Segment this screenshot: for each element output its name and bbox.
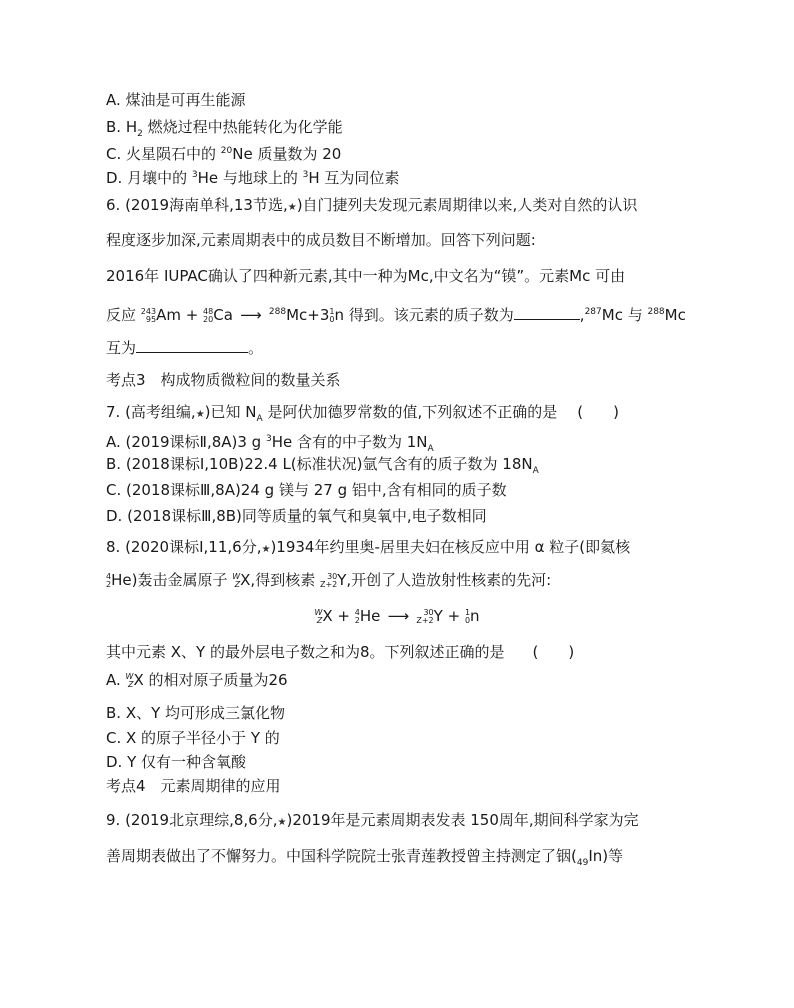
text: H 互为同位素 xyxy=(308,169,400,187)
text: A. xyxy=(106,671,126,689)
answer-paren[interactable]: ( ) xyxy=(532,643,575,661)
difficulty-mark-icon: ★ xyxy=(261,544,271,555)
superscript: 287 xyxy=(584,307,602,317)
q6-stem-line3: 2016年 IUPAC确认了四种新元素,其中一种为Mc,中文名为“镆”。元素Mc 可由 xyxy=(106,267,626,285)
text: 其中元素 X、Y 的最外层电子数之和为8。下列叙述正确的是 xyxy=(106,643,505,661)
q7-option-b xyxy=(106,454,539,481)
superscript: 288 xyxy=(268,307,287,317)
text: )1934年约里奥-居里夫妇在核反应中用 α 粒子(即氦核 xyxy=(270,538,631,556)
text: A. (2019课标Ⅱ,8A)3 g xyxy=(106,433,266,451)
subscript: A xyxy=(256,414,263,424)
atomic-number: Z xyxy=(316,615,323,625)
text: In)等 xyxy=(588,847,624,865)
text: He xyxy=(359,607,381,625)
text: 7. (高考组编, xyxy=(106,403,196,421)
text: X + xyxy=(322,607,355,625)
atomic-number: 0 xyxy=(329,314,335,324)
difficulty-mark-icon: ★ xyxy=(287,202,297,213)
mass-number: W xyxy=(232,571,241,581)
atomic-number: 0 xyxy=(464,615,471,625)
text: 善周期表做出了不懈努力。中国科学院院士张青莲教授曾主持测定了铟( xyxy=(106,847,577,865)
superscript: 3 xyxy=(265,434,272,444)
text: Mc+3 xyxy=(286,306,330,324)
text: He)轰击金属原子 xyxy=(111,571,233,589)
mass-number: W xyxy=(125,671,134,681)
mass-number: 4 xyxy=(106,571,112,581)
mass-number: W xyxy=(314,607,323,617)
text: Am + xyxy=(156,306,204,324)
text: B. (2018课标Ⅰ,10B)22.4 L(标准状况)氩气含有的质子数为 18N xyxy=(106,455,533,473)
subscript: A xyxy=(532,466,539,476)
q8-option-c: C. X 的原子半径小于 Y 的 xyxy=(106,729,280,747)
q6-stem-line5 xyxy=(106,338,263,358)
text: 是阿伏加德罗常数的值,下列叙述不正确的是 xyxy=(262,403,558,421)
text: Mc 与 xyxy=(601,306,648,324)
superscript: 288 xyxy=(647,307,665,317)
isotope-notation xyxy=(320,573,337,589)
q7-option-d: D. (2018课标Ⅲ,8B)同等质量的氧气和臭氧中,电子数相同 xyxy=(106,507,487,525)
text: )自门捷列夫发现元素周期律以来,人类对自然的认识 xyxy=(296,196,638,214)
mass-number: 1 xyxy=(329,306,335,316)
text: 9. (2019北京理综,8,6分, xyxy=(106,811,278,829)
atomic-number: 20 xyxy=(203,314,214,324)
text: n 得到。该元素的质子数为 xyxy=(334,306,514,324)
atomic-number: 2 xyxy=(354,615,360,625)
superscript: 3 xyxy=(191,170,198,180)
reaction-arrow-icon: ⟶ xyxy=(240,306,262,324)
q8-nuclear-equation xyxy=(0,606,794,626)
difficulty-mark-icon: ★ xyxy=(195,409,205,420)
q9-stem-line1 xyxy=(106,810,639,833)
q8-option-a xyxy=(106,670,288,690)
q7-stem xyxy=(106,402,619,429)
difficulty-mark-icon: ★ xyxy=(277,817,287,828)
q5-option-c xyxy=(106,141,341,164)
atomic-number: Z xyxy=(127,679,134,689)
atomic-number: Z xyxy=(234,579,241,589)
text: D. 月壤中的 xyxy=(106,169,192,187)
q5-option-d xyxy=(106,165,399,188)
mass-number: 243 xyxy=(140,306,157,316)
q8-option-b: B. X、Y 均可形成三氯化物 xyxy=(106,704,286,722)
atomic-number: Z+2 xyxy=(416,615,434,625)
text: Y,开创了人造放射性核素的先河: xyxy=(337,571,552,589)
atomic-number: 95 xyxy=(145,314,157,324)
atomic-number: 2 xyxy=(106,579,112,589)
isotope-notation xyxy=(203,308,213,324)
mass-number: 4 xyxy=(354,607,360,617)
superscript: 3 xyxy=(302,170,309,180)
mass-number: 30 xyxy=(327,571,338,581)
q8-option-d: D. Y 仅有一种含氧酸 xyxy=(106,753,247,771)
atomic-number: Z+2 xyxy=(319,579,338,589)
isotope-notation xyxy=(141,308,156,324)
text: 6. (2019海南单科,13节选, xyxy=(106,196,288,214)
mass-number: 1 xyxy=(464,607,471,617)
text: He 含有的中子数为 1N xyxy=(271,433,428,451)
q8-stem-line3 xyxy=(106,642,574,662)
q5-option-a: A. 煤油是可再生能源 xyxy=(106,91,246,109)
text: C. 火星陨石中的 xyxy=(106,145,221,163)
q6-stem-line2: 程度逐步加深,元素周期表中的成员数目不断增加。回答下列问题: xyxy=(106,231,536,249)
q9-stem-line2 xyxy=(106,846,623,873)
reaction-arrow-icon: ⟶ xyxy=(387,607,410,625)
section-heading-kaodian4: 考点4 元素周期律的应用 xyxy=(106,777,281,795)
text: B. H xyxy=(106,118,138,136)
text: Ca xyxy=(213,306,233,324)
mass-number: 48 xyxy=(203,306,214,316)
q7-option-c: C. (2018课标Ⅲ,8A)24 g 镁与 27 g 铝中,含有相同的质子数 xyxy=(106,481,507,499)
q8-stem-line1 xyxy=(106,537,630,560)
text: 燃烧过程中热能转化为化学能 xyxy=(142,118,343,136)
q6-stem-line4: 反应 243 95 Am + 48 20 Ca ⟶ $^{288}$Mc+3 1 0 n 得到。该元素的质子数为 ,$^{287}$Mc 与 $^{288}$Mc xyxy=(106,306,686,324)
isotope-notation xyxy=(416,609,433,625)
text: 。 xyxy=(248,339,264,357)
q5-option-b xyxy=(106,117,343,144)
q8-stem-line2 xyxy=(106,570,551,590)
q6-stem-line1 xyxy=(106,195,637,218)
text: He 与地球上的 xyxy=(197,169,303,187)
answer-blank[interactable] xyxy=(136,338,248,353)
text: X 的相对原子质量为26 xyxy=(133,671,288,689)
text: n xyxy=(470,607,480,625)
text: 反应 xyxy=(106,306,141,324)
text: Y + xyxy=(433,607,465,625)
superscript: 20 xyxy=(220,146,233,156)
answer-blank[interactable] xyxy=(514,305,580,320)
text: )2019年是元素周期表发表 150周年,期间科学家为完 xyxy=(286,811,639,829)
text: 8. (2020课标Ⅰ,11,6分, xyxy=(106,538,262,556)
text: Mc xyxy=(664,306,686,324)
subscript: 2 xyxy=(137,129,143,139)
subscript: 49 xyxy=(576,858,589,868)
text: 互为 xyxy=(106,339,137,357)
text: Ne 质量数为 20 xyxy=(232,145,342,163)
subscript: A xyxy=(427,444,434,454)
section-heading-kaodian3: 考点3 构成物质微粒间的数量关系 xyxy=(106,371,341,389)
text: )已知 N xyxy=(204,403,257,421)
answer-paren[interactable]: ( ) xyxy=(577,403,619,421)
mass-number: 30 xyxy=(423,607,434,617)
text: X,得到核素 xyxy=(240,571,320,589)
isotope-notation xyxy=(232,573,240,589)
